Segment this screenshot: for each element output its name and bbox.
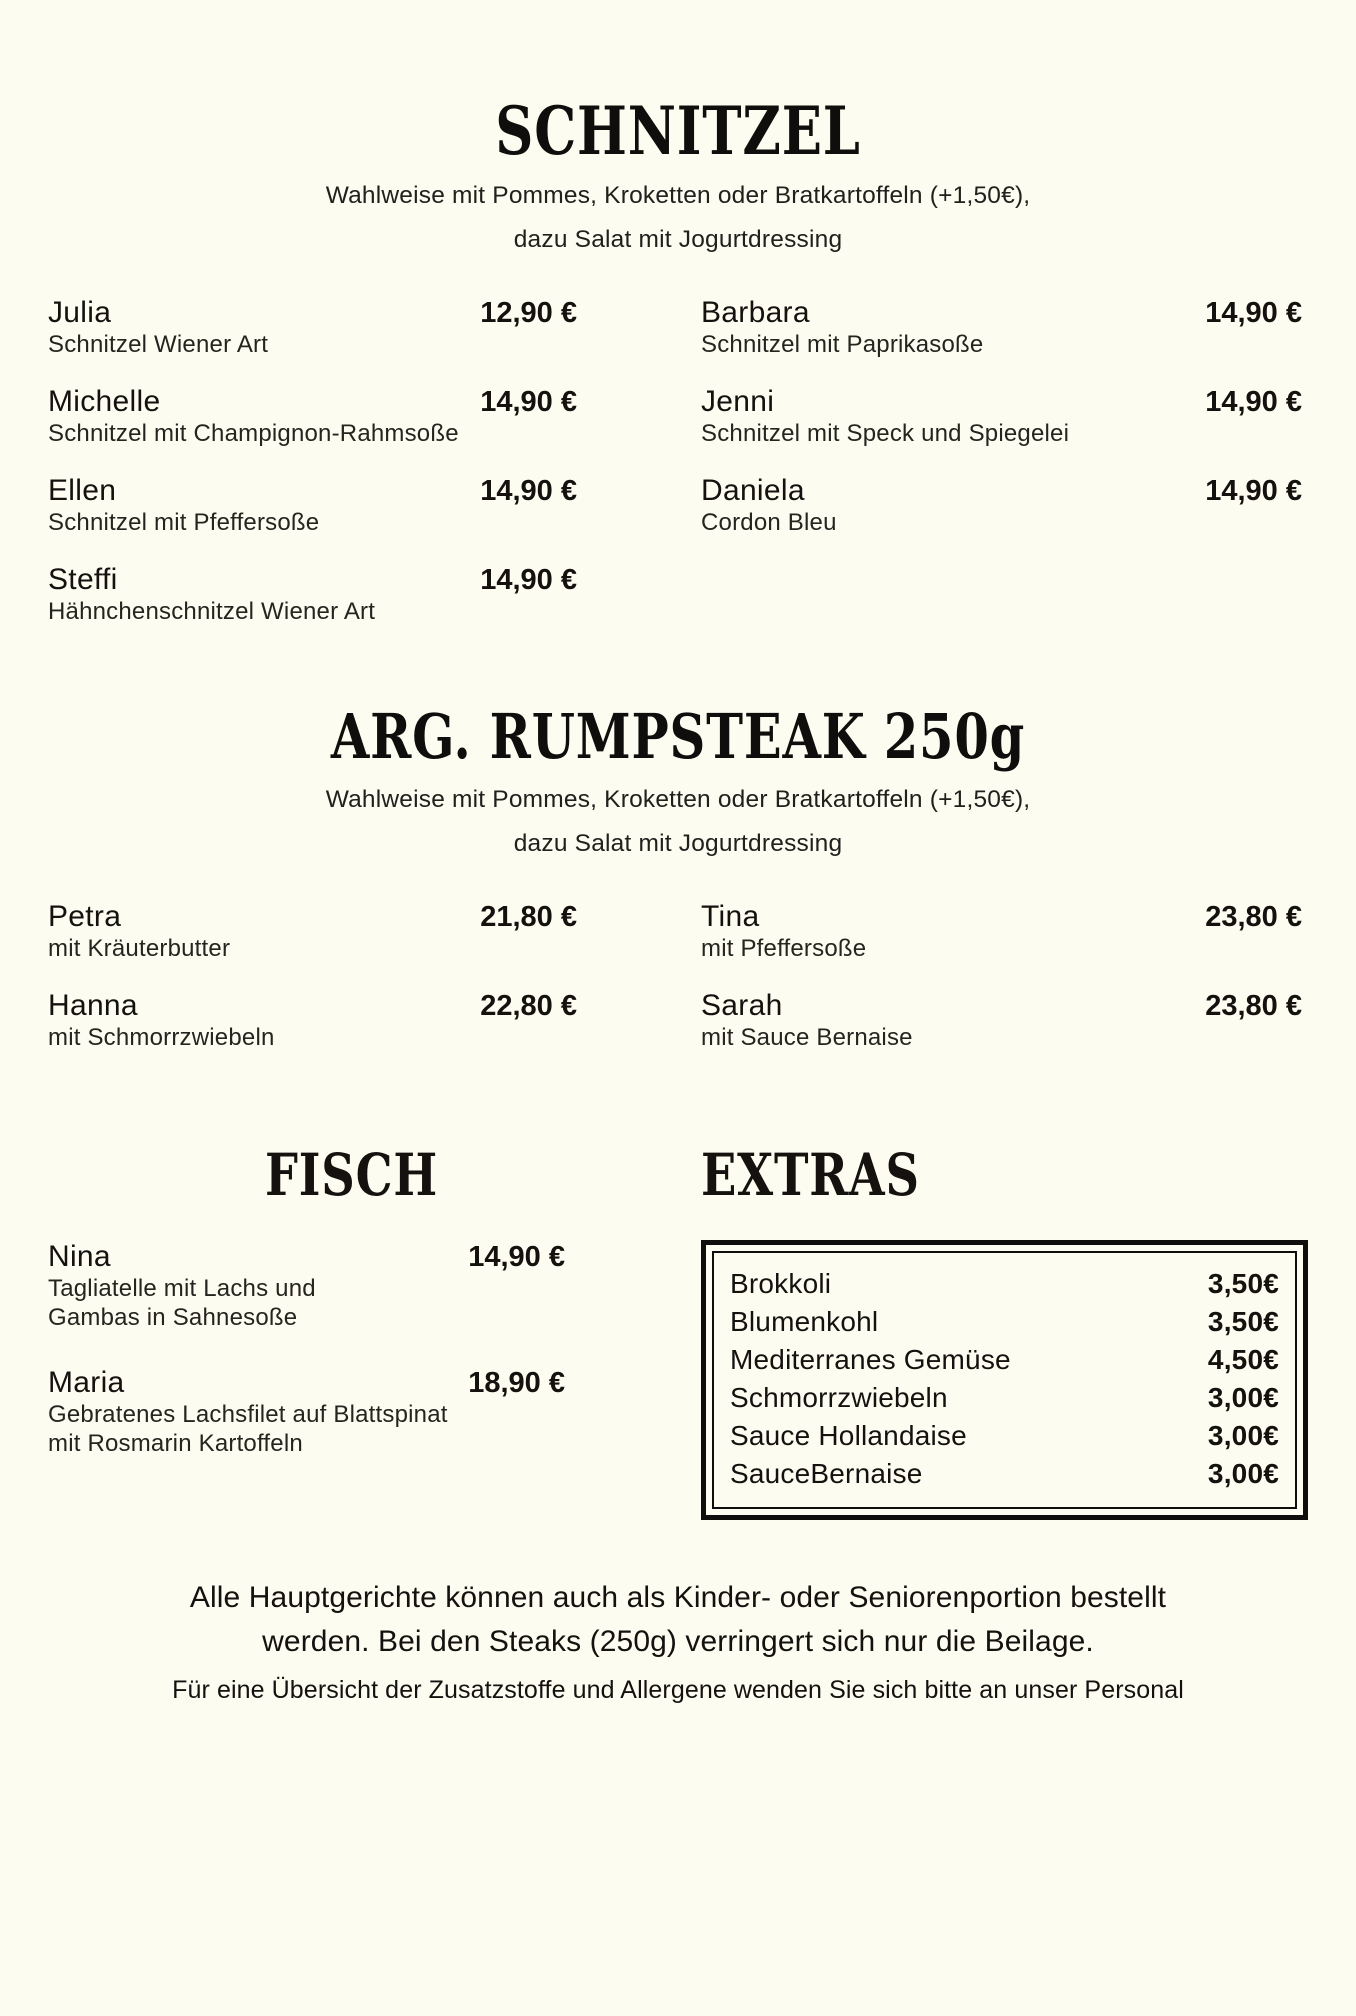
menu-item-description: Schnitzel Wiener Art — [48, 331, 269, 358]
menu-item-name: Hanna — [48, 989, 138, 1022]
menu-item-name: Tina — [701, 900, 760, 933]
subtitle-line: dazu Salat mit Jogurtdressing — [513, 226, 843, 253]
menu-item-price: 14,90 € — [480, 475, 577, 507]
menu-item-price: 14,90 € — [1205, 386, 1302, 418]
menu-column-right — [701, 900, 1308, 1078]
menu-item-name: Jenni — [701, 385, 775, 418]
menu-item-head — [701, 900, 1308, 934]
subtitle-line: Wahlweise mit Pommes, Kroketten oder Bratkartoffeln (+1,50€), — [325, 182, 1031, 209]
menu-item-price: 18,90 € — [468, 1367, 565, 1399]
footer-line: werden. Bei den Steaks (250g) verringert sich nur die Beilage. — [262, 1625, 1094, 1658]
menu-item-head — [48, 1240, 655, 1274]
menu-item — [701, 385, 1308, 448]
menu-item-head — [48, 296, 655, 330]
menu-item — [48, 1366, 655, 1458]
menu-item-price: 14,90 € — [1205, 475, 1302, 507]
menu-item — [48, 563, 655, 626]
menu-item-description: Gambas in Sahnesoße — [48, 1304, 298, 1331]
section-title-schnitzel: SCHNITZEL — [495, 92, 861, 170]
menu-item-description: Schnitzel mit Pfeffersoße — [48, 509, 320, 536]
extras-row — [730, 1303, 1279, 1341]
menu-item-price: 14,90 € — [480, 564, 577, 596]
extras-row — [730, 1379, 1279, 1417]
menu-item — [48, 989, 655, 1052]
extras-inner-border — [712, 1251, 1297, 1509]
extras-item-name: Mediterranes Gemüse — [730, 1344, 1011, 1375]
section-title-extras: EXTRAS — [701, 1141, 920, 1209]
menu-item-description: Gebratenes Lachsfilet auf Blattspinat — [48, 1401, 448, 1428]
menu-item-head — [701, 296, 1308, 330]
menu-item-name: Sarah — [701, 989, 783, 1022]
menu-item-price: 14,90 € — [1205, 297, 1302, 329]
menu-item-price: 23,80 € — [1205, 901, 1302, 933]
menu-item-head — [48, 900, 655, 934]
menu-column-left — [48, 296, 655, 652]
footer-line: Für eine Übersicht der Zusatzstoffe und Allergene wenden Sie sich bitte an unser Personal — [172, 1676, 1184, 1704]
menu-item — [701, 296, 1308, 359]
menu-item-name: Julia — [48, 296, 112, 329]
menu-item — [701, 474, 1308, 537]
section-subtitle-schnitzel — [48, 174, 1308, 262]
menu-item-name: Ellen — [48, 474, 117, 507]
menu-item-description: Schnitzel mit Speck und Spiegelei — [701, 420, 1070, 447]
menu-item-name: Steffi — [48, 563, 118, 596]
subtitle-line: Wahlweise mit Pommes, Kroketten oder Bratkartoffeln (+1,50€), — [325, 786, 1031, 813]
extras-item-price: 4,50€ — [1207, 1344, 1279, 1375]
extras-item-price: 3,00€ — [1207, 1420, 1279, 1451]
menu-item-price: 14,90 € — [468, 1241, 565, 1273]
menu-item-description: Schnitzel mit Paprikasoße — [701, 331, 984, 358]
menu-item — [48, 1240, 655, 1332]
menu-item-head — [48, 1366, 655, 1400]
menu-item-name: Nina — [48, 1240, 111, 1273]
menu-item-name: Petra — [48, 900, 122, 933]
extras-item-price: 3,00€ — [1207, 1382, 1279, 1413]
extras-row — [730, 1455, 1279, 1493]
menu-item-description: Cordon Bleu — [701, 509, 837, 536]
menu-item-description: mit Sauce Bernaise — [701, 1024, 913, 1051]
menu-item-name: Daniela — [701, 474, 805, 507]
menu-item-description: mit Kräuterbutter — [48, 935, 231, 962]
menu-item-head — [701, 385, 1308, 419]
menu-item — [701, 900, 1308, 963]
menu-item-head — [48, 474, 655, 508]
menu-item-price: 21,80 € — [480, 901, 577, 933]
menu-item-head — [48, 385, 655, 419]
menu-grid-schnitzel — [48, 296, 1308, 652]
menu-item-description: mit Rosmarin Kartoffeln — [48, 1430, 303, 1457]
menu-item — [48, 474, 655, 537]
menu-item — [48, 385, 655, 448]
menu-item — [48, 296, 655, 359]
extras-item-name: Schmorrzwiebeln — [730, 1382, 948, 1413]
menu-item-description: Hähnchenschnitzel Wiener Art — [48, 598, 376, 625]
menu-item-head — [48, 989, 655, 1023]
extras-row — [730, 1417, 1279, 1455]
fisch-column — [48, 1141, 655, 1520]
section-title-rumpsteak: ARG. RUMPSTEAK 250g — [330, 700, 1026, 773]
extras-row — [730, 1265, 1279, 1303]
menu-page — [0, 92, 1356, 2016]
menu-item-price: 23,80 € — [1205, 990, 1302, 1022]
extras-item-name: Sauce Hollandaise — [730, 1420, 967, 1451]
menu-item-price: 22,80 € — [480, 990, 577, 1022]
extras-item-name: Blumenkohl — [730, 1306, 879, 1337]
fisch-extras-block — [48, 1141, 1308, 1520]
menu-grid-rumpsteak — [48, 900, 1308, 1078]
menu-item — [701, 989, 1308, 1052]
menu-item-price: 14,90 € — [480, 386, 577, 418]
menu-item-head — [701, 989, 1308, 1023]
extras-row — [730, 1341, 1279, 1379]
menu-item-description: Tagliatelle mit Lachs und — [48, 1275, 316, 1302]
section-subtitle-rumpsteak — [48, 778, 1308, 866]
menu-column-left — [48, 900, 655, 1078]
extras-item-name: SauceBernaise — [730, 1458, 923, 1489]
subtitle-line: dazu Salat mit Jogurtdressing — [513, 830, 843, 857]
extras-item-price: 3,00€ — [1207, 1458, 1279, 1489]
menu-item-description: mit Pfeffersoße — [701, 935, 867, 962]
menu-item — [48, 900, 655, 963]
extras-item-name: Brokkoli — [730, 1268, 832, 1299]
menu-item-name: Barbara — [701, 296, 810, 329]
section-title-fisch: FISCH — [265, 1141, 438, 1209]
menu-item-name: Maria — [48, 1366, 125, 1399]
footer-note — [48, 1576, 1308, 1710]
menu-item-head — [701, 474, 1308, 508]
extras-item-price: 3,50€ — [1207, 1268, 1279, 1299]
footer-line: Alle Hauptgerichte können auch als Kinder- oder Seniorenportion bestellt — [189, 1581, 1167, 1614]
menu-item-name: Michelle — [48, 385, 161, 418]
menu-item-description: Schnitzel mit Champignon-Rahmsoße — [48, 420, 459, 447]
extras-item-price: 3,50€ — [1207, 1306, 1279, 1337]
menu-item-description: mit Schmorrzwiebeln — [48, 1024, 275, 1051]
menu-item-price: 12,90 € — [480, 297, 577, 329]
menu-column-right — [701, 296, 1308, 652]
extras-column — [701, 1141, 1308, 1520]
menu-item-head — [48, 563, 655, 597]
extras-box — [701, 1240, 1308, 1520]
